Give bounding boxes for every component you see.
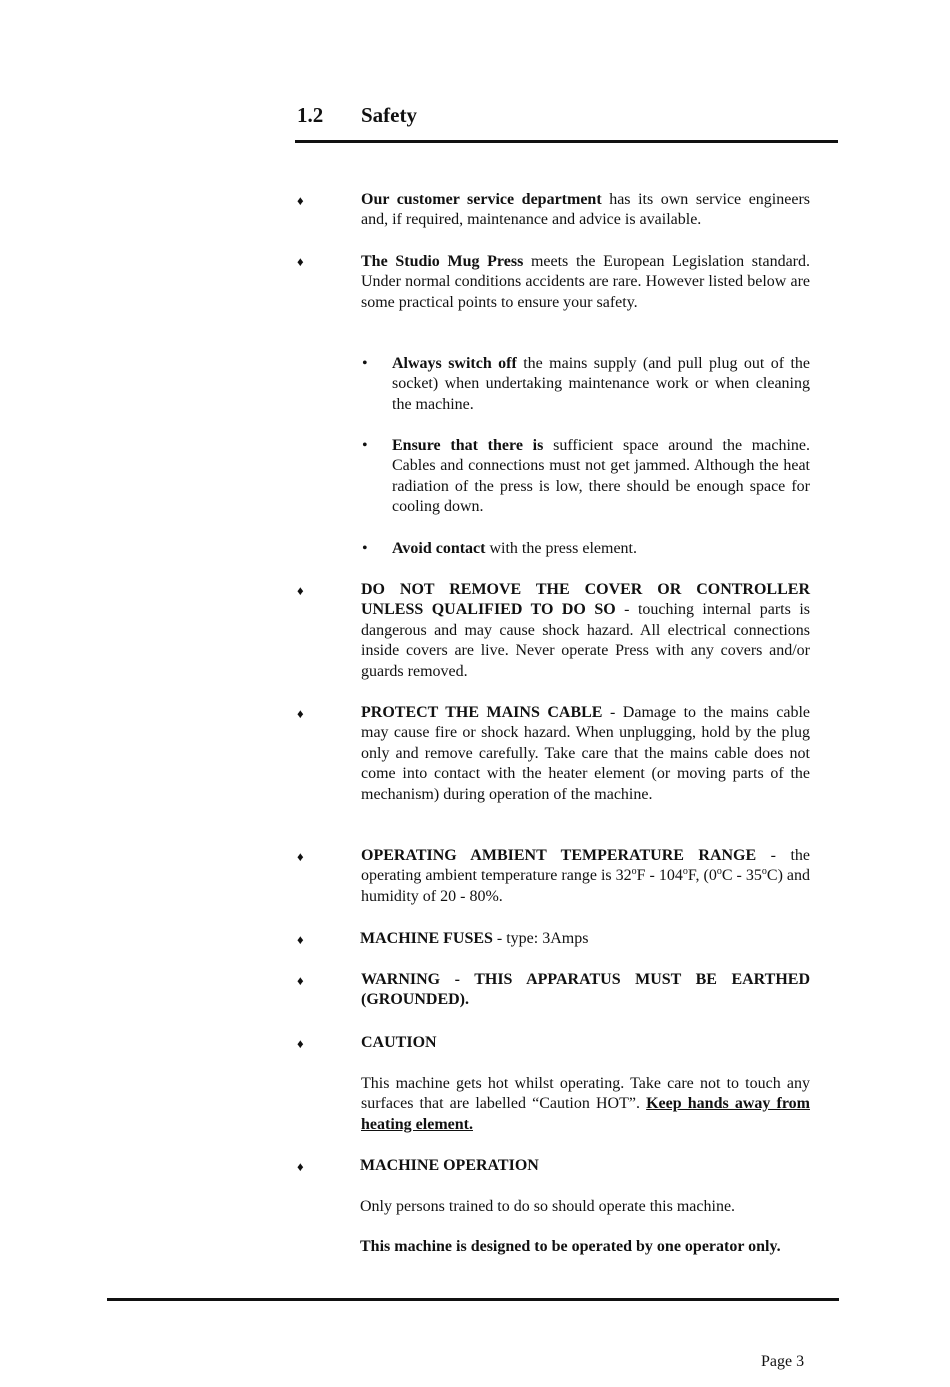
fuses-paragraph: [360, 929, 809, 949]
mains-cable-text: - Damage to the mains cable may cause fire or shock hazard. When unplugging, hold by the plug only and remove carefully. Take care that the mains cable does not come into contact with the heater element (or moving parts of the mechanism) during operation of the machine.: [361, 704, 811, 803]
caution-paragraph: [361, 1074, 810, 1135]
diamond-bullet-icon: ♦: [297, 973, 304, 988]
operation-text: Only persons trained to do so should operate this machine.: [360, 1198, 736, 1215]
operation-emphasis: This machine is designed to be operated by one operator only.: [360, 1238, 781, 1255]
caution-lead: CAUTION: [361, 1034, 437, 1051]
temperature-text-d: C - 35: [721, 867, 762, 885]
temperature-text-e: C) and humidity of 20 - 80%.: [361, 867, 811, 905]
space-lead: Ensure that there is: [392, 437, 544, 454]
switch-off-text: the mains supply (and pull plug out of the socket) when undertaking maintenance work or when cleaning the machine.: [392, 355, 810, 413]
legislation-lead: The Studio Mug Press: [361, 253, 524, 270]
contact-paragraph: [392, 539, 810, 559]
diamond-bullet-icon: ♦: [297, 1159, 304, 1174]
customer-service-lead: Our customer service department: [361, 191, 602, 208]
diamond-bullet-icon: ♦: [297, 706, 304, 721]
page-number: Page 3: [761, 1353, 805, 1370]
section-title: Safety: [361, 103, 417, 127]
mains-cable-lead: PROTECT THE MAINS CABLE: [361, 704, 603, 721]
degree-sup: o: [631, 866, 637, 878]
dot-bullet-icon: •: [362, 540, 368, 557]
contact-text: with the press element.: [485, 540, 637, 557]
section-number: 1.2: [297, 103, 324, 127]
switch-off-paragraph: [392, 354, 810, 415]
legislation-text: meets the European Legislation standard. Under normal conditions accidents are rare. However listed below are some practical points to ensure your safety.: [361, 253, 811, 311]
legislation-paragraph: [361, 252, 810, 313]
temperature-lead: OPERATING AMBIENT TEMPERATURE RANGE: [361, 847, 757, 864]
temperature-text-c: F, (0: [687, 867, 717, 885]
space-text: sufficient space around the machine. Cables and connections must not get jammed. Although the heat radiation of the press is low, there should be enough space for cooling down.: [392, 437, 810, 516]
degree-sup: o: [716, 866, 722, 878]
caution-text: This machine gets hot whilst operating. Take care not to touch any surfaces that are labelled “Caution HOT”.: [361, 1075, 810, 1113]
space-paragraph: [392, 436, 810, 518]
operation-emphasis-paragraph: [360, 1237, 809, 1257]
header-rule: [295, 140, 838, 143]
operation-paragraph: [360, 1197, 809, 1217]
fuses-text: - type: 3Amps: [492, 930, 589, 947]
degree-sup: o: [682, 866, 688, 878]
operation-heading: [360, 1156, 809, 1176]
customer-service-paragraph: [361, 190, 810, 231]
dot-bullet-icon: •: [362, 355, 368, 372]
operation-lead: MACHINE OPERATION: [360, 1157, 539, 1174]
caution-emphasis: Keep hands away from heating element.: [361, 1095, 810, 1133]
diamond-bullet-icon: ♦: [297, 1036, 304, 1051]
temperature-text-a: - the operating ambient temperature range is 32: [361, 847, 811, 885]
contact-lead: Avoid contact: [392, 540, 486, 557]
diamond-bullet-icon: ♦: [297, 932, 304, 947]
fuses-lead: MACHINE FUSES: [360, 930, 493, 947]
degree-sup: o: [761, 866, 767, 878]
temperature-text-b: F - 104: [636, 867, 683, 885]
cover-lead: DO NOT REMOVE THE COVER OR CONTROLLER UNLESS QUALIFIED TO DO SO: [361, 581, 810, 619]
mains-cable-paragraph: [361, 703, 810, 805]
cover-text: - touching internal parts is dangerous and may cause shock hazard. All electrical connections inside covers are live. Never operate Press with any covers and/or guards removed.: [361, 601, 810, 680]
warning-lead: WARNING - THIS APPARATUS MUST BE EARTHED (GROUNDED).: [361, 971, 810, 1009]
caution-heading: [361, 1033, 810, 1053]
switch-off-lead: Always switch off: [392, 355, 517, 372]
diamond-bullet-icon: ♦: [297, 254, 304, 269]
footer-rule: [107, 1298, 839, 1301]
dot-bullet-icon: •: [362, 437, 368, 454]
diamond-bullet-icon: ♦: [297, 583, 304, 598]
customer-service-text: has its own service engineers and, if required, maintenance and advice is available.: [361, 191, 810, 229]
diamond-bullet-icon: ♦: [297, 193, 304, 208]
diamond-bullet-icon: ♦: [297, 849, 304, 864]
warning-paragraph: [361, 970, 810, 1011]
cover-paragraph: [361, 580, 810, 682]
temperature-paragraph: [361, 846, 810, 907]
